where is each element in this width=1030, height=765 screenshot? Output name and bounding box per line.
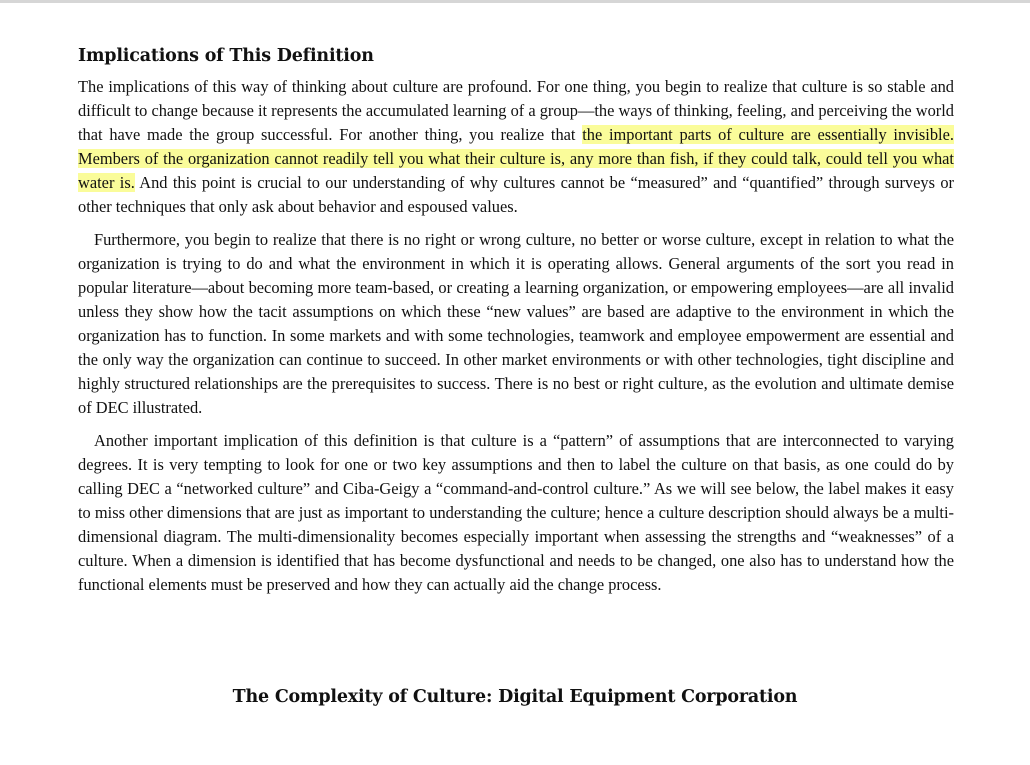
section-heading: Implications of This Definition: [78, 46, 374, 66]
paragraph-3: Another important implication of this definition is that culture is a “pattern” of assumptions that are interconnected to varying degrees. It is very tempting to look for one or two key assumptions and then to label the culture on that basis, as one could do by calling DEC a “networked culture” and Ciba-Geigy a “command-and-control culture.” As we will see below, the label makes it easy to miss other dimensions that are just as important to understanding the culture; hence a culture description should always be a multi-dimensional diagram. The multi-dimensionality becomes especially important when assessing the strengths and “weaknesses” of a culture. When a dimension is identified that has become dysfunctional and needs to be changed, one also has to understand how the functional elements must be preserved and how they can actually aid the change process.: [78, 431, 954, 594]
paragraph-1: [78, 75, 954, 219]
paragraph-1-text-before: The implications of this way of thinking about culture are profound. For one thing, you begin to realize that culture is so stable and difficult to change because it represents the accumulated learning of a group—the ways of thinking, feeling, and perceiving the world that have made the group successful. For another thing, you realize that: [78, 77, 954, 144]
paragraph-1-text-after: And this point is crucial to our understanding of why cultures cannot be “measured” and “quantified” through surveys or other techniques that only ask about behavior and espoused values.: [78, 173, 954, 216]
next-section-heading: The Complexity of Culture: Digital Equipment Corporation: [232, 686, 798, 707]
paragraph-2: Furthermore, you begin to realize that there is no right or wrong culture, no better or worse culture, except in relation to what the organization is trying to do and what the environment in which it is operating allows. General arguments of the sort you read in popular literature—about becoming more team-based, or creating a learning organization, or empowering employees—are all invalid unless they show how the tacit assumptions on which these “new values” are based are adaptive to the environment in which the organization has to function. In some markets and with some technologies, teamwork and employee empowerment are essential and the only way the organization can continue to succeed. In other market environments or with other technologies, tight discipline and highly structured relationships are the prerequisites to success. There is no best or right culture, as the evolution and ultimate demise of DEC illustrated.: [78, 230, 954, 417]
page-top-border: [0, 0, 1030, 3]
document-page: [78, 44, 954, 606]
highlighted-passage[interactable]: the important parts of culture are essentially invisible. Members of the organization cannot readily tell you what their culture is, any more than fish, if they could talk, could tell you what water is.: [78, 125, 954, 192]
